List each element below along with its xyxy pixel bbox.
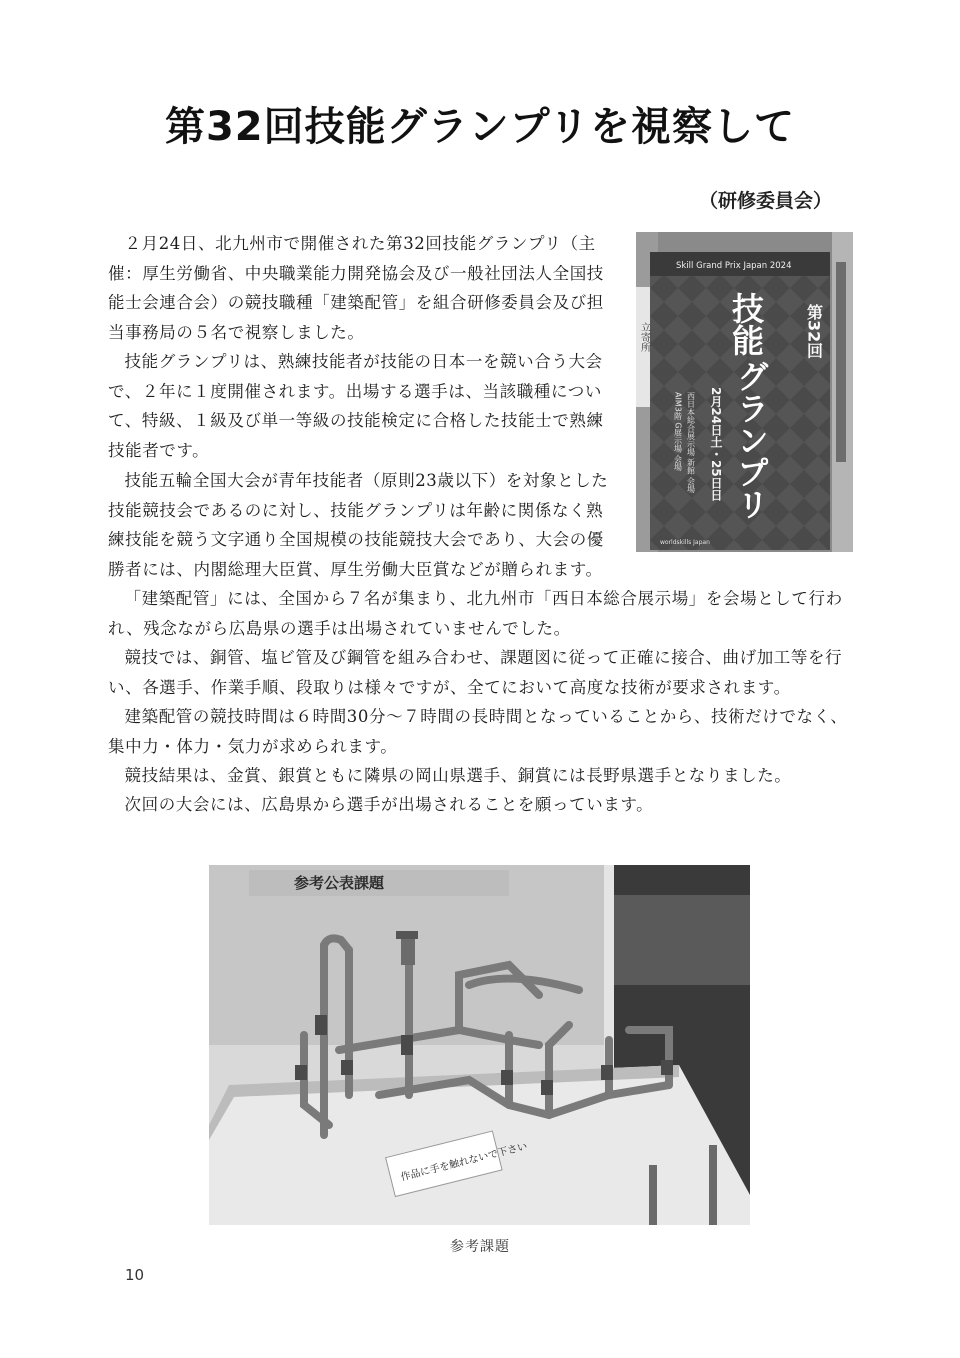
paragraph-6: 建築配管の競技時間は６時間30分～７時間の長時間となっていることから、技術だけでなく、集中力・体力・気力が求められます。: [108, 707, 848, 756]
poster-main-1: 技能: [727, 292, 765, 356]
page-title: 第32回技能グランプリを視察して: [164, 104, 796, 150]
poster-dates: 2月24日土・25日日: [709, 387, 723, 501]
author-credit: （研修委員会）: [698, 190, 832, 212]
photo-caption: 参考課題: [450, 1239, 510, 1255]
poster-photo: [636, 232, 853, 552]
poster-brand: worldskills Japan: [660, 539, 710, 546]
paragraph-4: 「建築配管」には、全国から７名が集まり、北九州市「西日本総合展示場」を会場として行われ、残念ながら広島県の選手は出場されていませんでした。: [108, 589, 843, 638]
poster-main-2: グランプリ: [732, 360, 770, 520]
poster-edition: 第32回: [804, 304, 824, 359]
poster-side-sign: 立寄所: [638, 322, 650, 352]
paragraph-8: 次回の大会には、広島県から選手が出場されることを願っています。: [124, 795, 654, 814]
pipe-task-photo: [209, 865, 750, 1225]
poster-venue-1: 西日本総合展示場 新館 会場: [686, 392, 696, 494]
paragraph-1: ２月24日、北九州市で開催された第32回技能グランプリ（主催：厚生労働省、中央職業能力開発協会及び一般社団法人全国技能士会連合会）の競技職種「建築配管」を組合研修委員会及び担当事務局の５名で視察しました。: [108, 234, 604, 342]
paragraph-5: 競技では、銅管、塩ビ管及び鋼管を組み合わせ、課題図に従って正確に接合、曲げ加工等を行い、各選手、作業手順、段取りは様々ですが、全てにおいて高度な技術が要求されます。: [108, 648, 843, 697]
paragraph-7: 競技結果は、金賞、銀賞ともに隣県の岡山県選手、銅賞には長野県選手となりました。: [124, 766, 792, 785]
paragraph-2: 技能グランプリは、熟練技能者が技能の日本一を競い合う大会で、２年に１度開催されます。出場する選手は、当該職種について、特級、１級及び単一等級の技能検定に合格した技能士で熟練技能者です。: [108, 352, 604, 460]
photo-sign-text: 作品に手を触れないで下さい: [399, 1141, 529, 1184]
poster-venue-2: AIM3階 G展示場 会場: [673, 392, 683, 472]
page-number: 10: [125, 1266, 145, 1284]
photo-board-text: 参考公表課題: [294, 874, 385, 892]
poster-header: Skill Grand Prix Japan 2024: [676, 261, 792, 271]
paragraph-3: 技能五輪全国大会が青年技能者（原則23歳以下）を対象とした技能競技会であるのに対し、技能グランプリは年齢に関係なく熟練技能を競う文字通り全国規模の技能競技大会であり、大会の優勝者には、内閣総理大臣賞、厚生労働大臣賞などが贈られます。: [108, 471, 609, 579]
